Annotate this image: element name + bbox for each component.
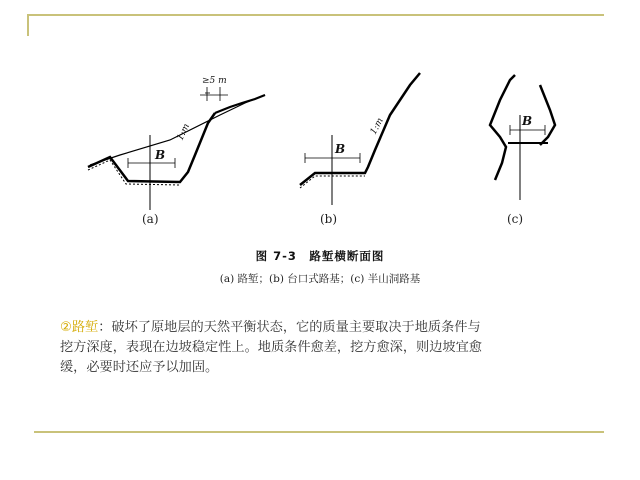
body-paragraph — [60, 318, 590, 378]
panel-b-label: (b) — [320, 212, 338, 226]
panel-b-slope-label: 1:m — [368, 116, 386, 137]
panel-a-width-note: ≥5 m — [202, 76, 227, 86]
body-line-1-text: ：破坏了原地层的天然平衡状态，它的质量主要取决于地质条件与 — [98, 320, 481, 335]
panel-a-label: (a) — [142, 212, 159, 226]
bottom-rule — [34, 431, 604, 433]
panel-b-diagram — [300, 73, 420, 205]
figure-title: 图 7-3 路堑横断面图 — [255, 249, 385, 263]
body-line-3: 缓，必要时还应予以加固。 — [60, 360, 219, 375]
corner-rule — [27, 14, 29, 36]
panel-a-b-label: B — [155, 148, 166, 162]
panel-a-diagram — [88, 76, 265, 210]
figure-subtitle: (a) 路堑；(b) 台口式路基；(c) 半山洞路基 — [219, 273, 421, 285]
term-road-cut: ②路堑 — [60, 320, 99, 335]
road-cut-cross-section-figure — [70, 55, 590, 235]
panel-b-b-label: B — [335, 142, 346, 156]
top-rule — [27, 14, 604, 16]
panel-c-diagram — [490, 75, 555, 200]
body-line-2: 挖方深度，表现在边坡稳定性上。地质条件愈差，挖方愈深，则边坡宜愈 — [60, 340, 482, 355]
body-line-1 — [60, 318, 590, 338]
panel-c-b-label: B — [522, 114, 533, 128]
panel-a-slope-label: 1:m — [175, 122, 193, 143]
panel-c-label: (c) — [507, 212, 524, 226]
